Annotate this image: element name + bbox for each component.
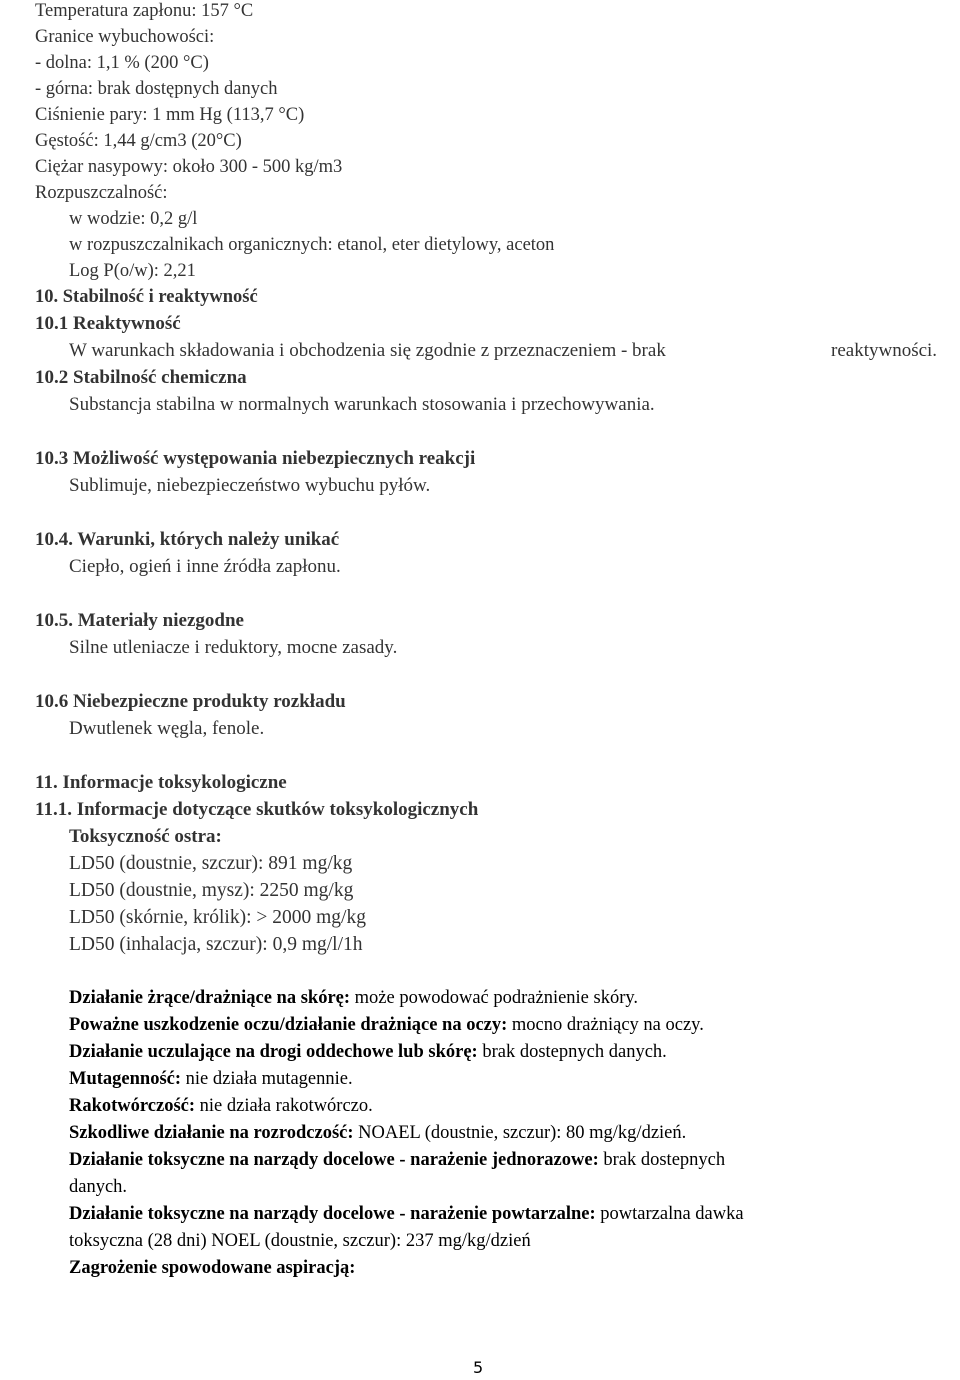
section-10-4-text: Ciepło, ogień i inne źródła zapłonu. (69, 556, 341, 577)
stot-repeated-text: powtarzalna dawka (595, 1204, 744, 1224)
aspiration-hazard: Zagrożenie spowodowane aspiracją: (69, 1258, 356, 1278)
section-11-heading: 11. Informacje toksykologiczne (35, 772, 287, 793)
stot-repeated (69, 1205, 744, 1224)
sensitization-text: brak dostepnych danych. (477, 1042, 667, 1062)
solubility-organic: w rozpuszczalnikach organicznych: etanol, eter dietylowy, aceton (69, 235, 555, 255)
mutagenicity-label: Mutagenność: (69, 1069, 182, 1089)
acute-toxicity-heading: Toksyczność ostra: (69, 826, 222, 847)
section-10-1-text: W warunkach składowania i obchodzenia się zgodnie z przeznaczeniem - brak (69, 340, 666, 361)
section-10-5-heading: 10.5. Materiały niezgodne (35, 610, 244, 631)
section-10-2-heading: 10.2 Stabilność chemiczna (35, 367, 247, 388)
flash-point: Temperatura zapłonu: 157 °C (35, 1, 254, 21)
eye-damage-label: Poważne uszkodzenie oczu/działanie drażniące na oczy: (69, 1015, 508, 1035)
reproductive-toxicity (69, 1124, 686, 1143)
stot-repeated-label: Działanie toksyczne na narządy docelowe - narażenie powtarzalne: (69, 1204, 596, 1224)
eye-damage-text: mocno drażniący na oczy. (507, 1015, 704, 1035)
section-10-3-text: Sublimuje, niebezpieczeństwo wybuchu pyłów. (69, 475, 431, 496)
skin-irritation (69, 989, 638, 1008)
reproductive-toxicity-label: Szkodliwe działanie na rozrodczość: (69, 1123, 354, 1143)
solubility-water: w wodzie: 0,2 g/l (69, 209, 198, 229)
sensitization-label: Działanie uczulające na drogi oddechowe lub skórę: (69, 1042, 478, 1062)
stot-repeated-continued: toksyczna (28 dni) NOEL (doustnie, szczur): 237 mg/kg/dzień (69, 1231, 531, 1251)
lower-limit: - dolna: 1,1 % (200 °C) (35, 53, 209, 73)
skin-irritation-label: Działanie żrące/drażniące na skórę: (69, 988, 351, 1008)
stot-single (69, 1151, 725, 1170)
section-10-6-text: Dwutlenek węgla, fenole. (69, 718, 265, 739)
page-number: 5 (473, 1358, 484, 1377)
stot-single-text: brak dostepnych (598, 1150, 726, 1170)
upper-limit: - górna: brak dostępnych danych (35, 79, 278, 99)
mutagenicity (69, 1070, 353, 1089)
stot-single-continued: danych. (69, 1177, 128, 1197)
carcinogenicity-text: nie działa rakotwórczo. (195, 1096, 373, 1116)
section-10-6-heading: 10.6 Niebezpieczne produkty rozkładu (35, 691, 346, 712)
section-10-3-heading: 10.3 Możliwość występowania niebezpiecznych reakcji (35, 448, 476, 469)
reproductive-toxicity-text: NOAEL (doustnie, szczur): 80 mg/kg/dzień. (353, 1123, 687, 1143)
ld50-oral-mouse: LD50 (doustnie, mysz): 2250 mg/kg (69, 880, 354, 901)
section-10-2-text: Substancja stabilna w normalnych warunkach stosowania i przechowywania. (69, 394, 655, 415)
section-11-1-heading: 11.1. Informacje dotyczące skutków toksykologicznych (35, 799, 479, 820)
density: Gęstość: 1,44 g/cm3 (20°C) (35, 131, 242, 151)
solubility-label: Rozpuszczalność: (35, 183, 168, 203)
section-10-5-text: Silne utleniacze i reduktory, mocne zasady. (69, 637, 398, 658)
section-10-1-text-end: reaktywności. (831, 340, 938, 361)
eye-damage (69, 1016, 704, 1035)
section-10-1-heading: 10.1 Reaktywność (35, 313, 181, 334)
sensitization (69, 1043, 667, 1062)
ld50-inhalation-rat: LD50 (inhalacja, szczur): 0,9 mg/l/1h (69, 934, 363, 955)
explosion-limits: Granice wybuchowości: (35, 27, 215, 47)
log-p: Log P(o/w): 2,21 (69, 261, 196, 281)
section-10-heading: 10. Stabilność i reaktywność (35, 287, 258, 307)
section-10-4-heading: 10.4. Warunki, których należy unikać (35, 529, 340, 550)
carcinogenicity-label: Rakotwórczość: (69, 1096, 196, 1116)
stot-single-label: Działanie toksyczne na narządy docelowe - narażenie jednorazowe: (69, 1150, 599, 1170)
vapor-pressure: Ciśnienie pary: 1 mm Hg (113,7 °C) (35, 105, 305, 125)
mutagenicity-text: nie działa mutagennie. (181, 1069, 353, 1089)
ld50-dermal-rabbit: LD50 (skórnie, królik): > 2000 mg/kg (69, 907, 366, 928)
bulk-density: Ciężar nasypowy: około 300 - 500 kg/m3 (35, 157, 343, 177)
ld50-oral-rat: LD50 (doustnie, szczur): 891 mg/kg (69, 853, 353, 874)
carcinogenicity (69, 1097, 373, 1116)
skin-irritation-text: może powodować podrażnienie skóry. (350, 988, 639, 1008)
